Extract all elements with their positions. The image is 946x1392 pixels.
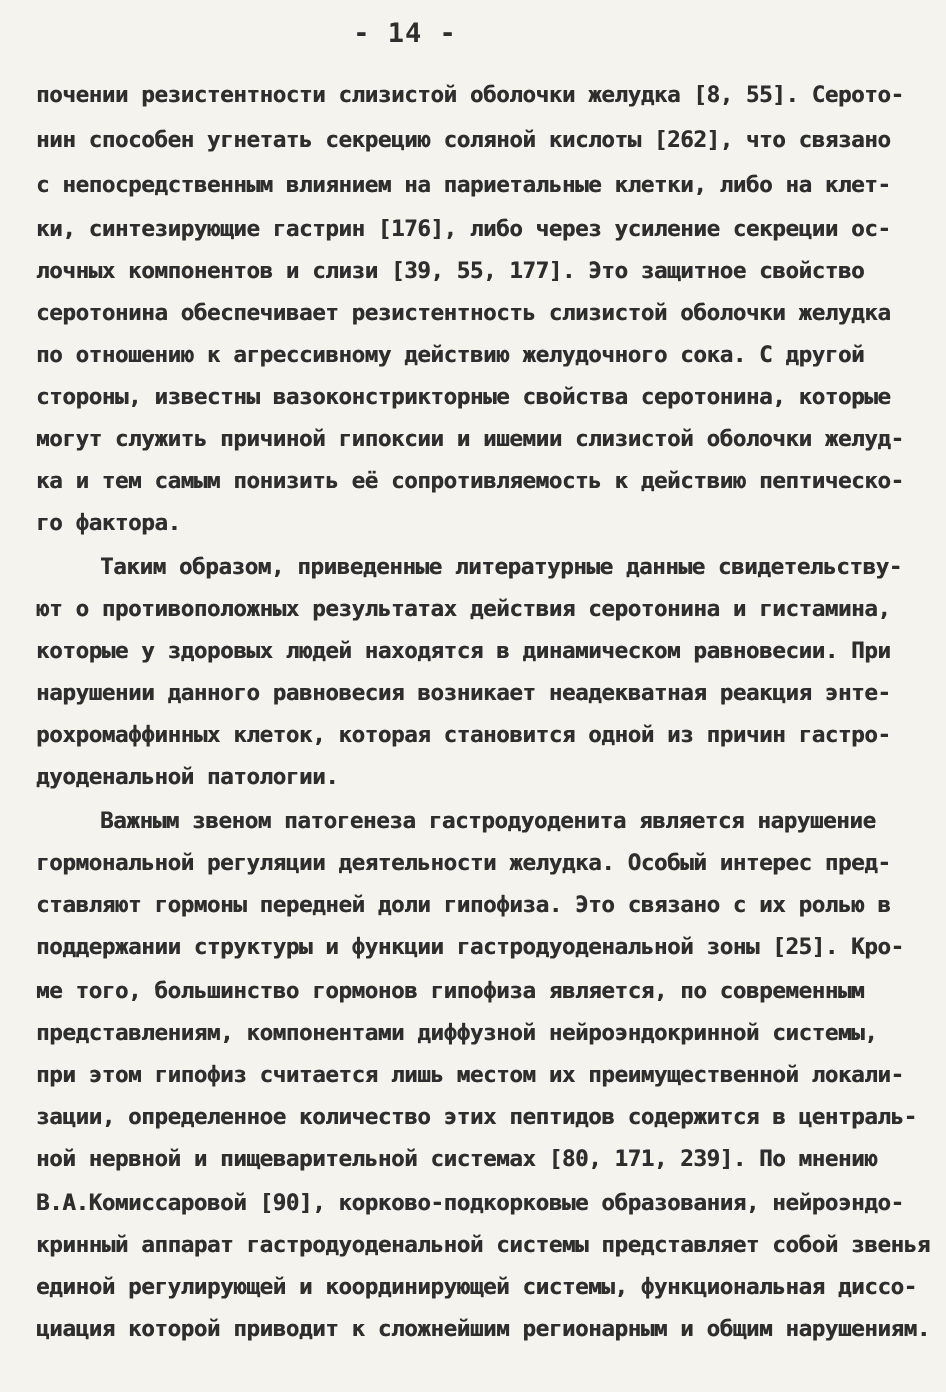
text-line: лочных компонентов и слизи [39, 55, 177]. Это защитное свойство — [36, 258, 865, 284]
text-line: ки, синтезирующие гастрин [176], либо через усиление секреции ос- — [36, 216, 891, 242]
text-line: по отношению к агрессивному действию желудочного сока. С другой — [36, 342, 865, 368]
text-line: Важным звеном патогенеза гастродуоденита является нарушение — [100, 808, 876, 834]
text-line: ют о противоположных результатах действия серотонина и гистамина, — [36, 596, 891, 622]
text-line: ной нервной и пищеварительной системах [80, 171, 239]. По мнению — [36, 1146, 878, 1172]
text-line: могут служить причиной гипоксии и ишемии слизистой оболочки желуд- — [36, 426, 904, 452]
text-line: В.А.Комиссаровой [90], корково-подкорковые образования, нейроэндо- — [36, 1190, 904, 1216]
text-line: Таким образом, приведенные литературные данные свидетельству- — [100, 554, 902, 580]
text-line: поддержании структуры и функции гастродуоденальной зоны [25]. Кро- — [36, 934, 904, 960]
text-line: стороны, известны вазоконстрикторные свойства серотонина, которые — [36, 384, 891, 410]
text-line: почении резистентности слизистой оболочки желудка [8, 55]. Серото- — [36, 82, 904, 108]
text-line: единой регулирующей и координирующей системы, функциональная диссо- — [36, 1274, 917, 1300]
text-line: ставляют гормоны передней доли гипофиза. Это связано с их ролью в — [36, 892, 891, 918]
text-line: представлениям, компонентами диффузной нейроэндокринной системы, — [36, 1020, 878, 1046]
text-line: при этом гипофиз считается лишь местом их преимущественной локали- — [36, 1062, 904, 1088]
text-line: нин способен угнетать секрецию соляной кислоты [262], что связано — [36, 127, 891, 153]
text-line: циация которой приводит к сложнейшим регионарным и общим нарушениям. — [36, 1316, 930, 1342]
text-line: дуоденальной патологии. — [36, 764, 339, 790]
text-line: с непосредственным влиянием на париетальные клетки, либо на клет- — [36, 172, 891, 198]
text-line: которые у здоровых людей находятся в динамическом равновесии. При — [36, 638, 891, 664]
text-line: ме того, большинство гормонов гипофиза является, по современным — [36, 978, 865, 1004]
text-line: рохромаффинных клеток, которая становится одной из причин гастро- — [36, 722, 891, 748]
text-line: серотонина обеспечивает резистентность слизистой оболочки желудка — [36, 300, 891, 326]
page-number: - 14 - — [353, 18, 457, 49]
text-line: ка и тем самым понизить её сопротивляемость к действию пептическо- — [36, 468, 904, 494]
text-line: кринный аппарат гастродуоденальной системы представляет собой звенья — [36, 1232, 930, 1258]
text-line: го фактора. — [36, 510, 181, 536]
text-line: зации, определенное количество этих пептидов содержится в централь- — [36, 1104, 917, 1130]
text-line: гормональной регуляции деятельности желудка. Особый интерес пред- — [36, 850, 891, 876]
text-line: нарушении данного равновесия возникает неадекватная реакция энте- — [36, 680, 891, 706]
